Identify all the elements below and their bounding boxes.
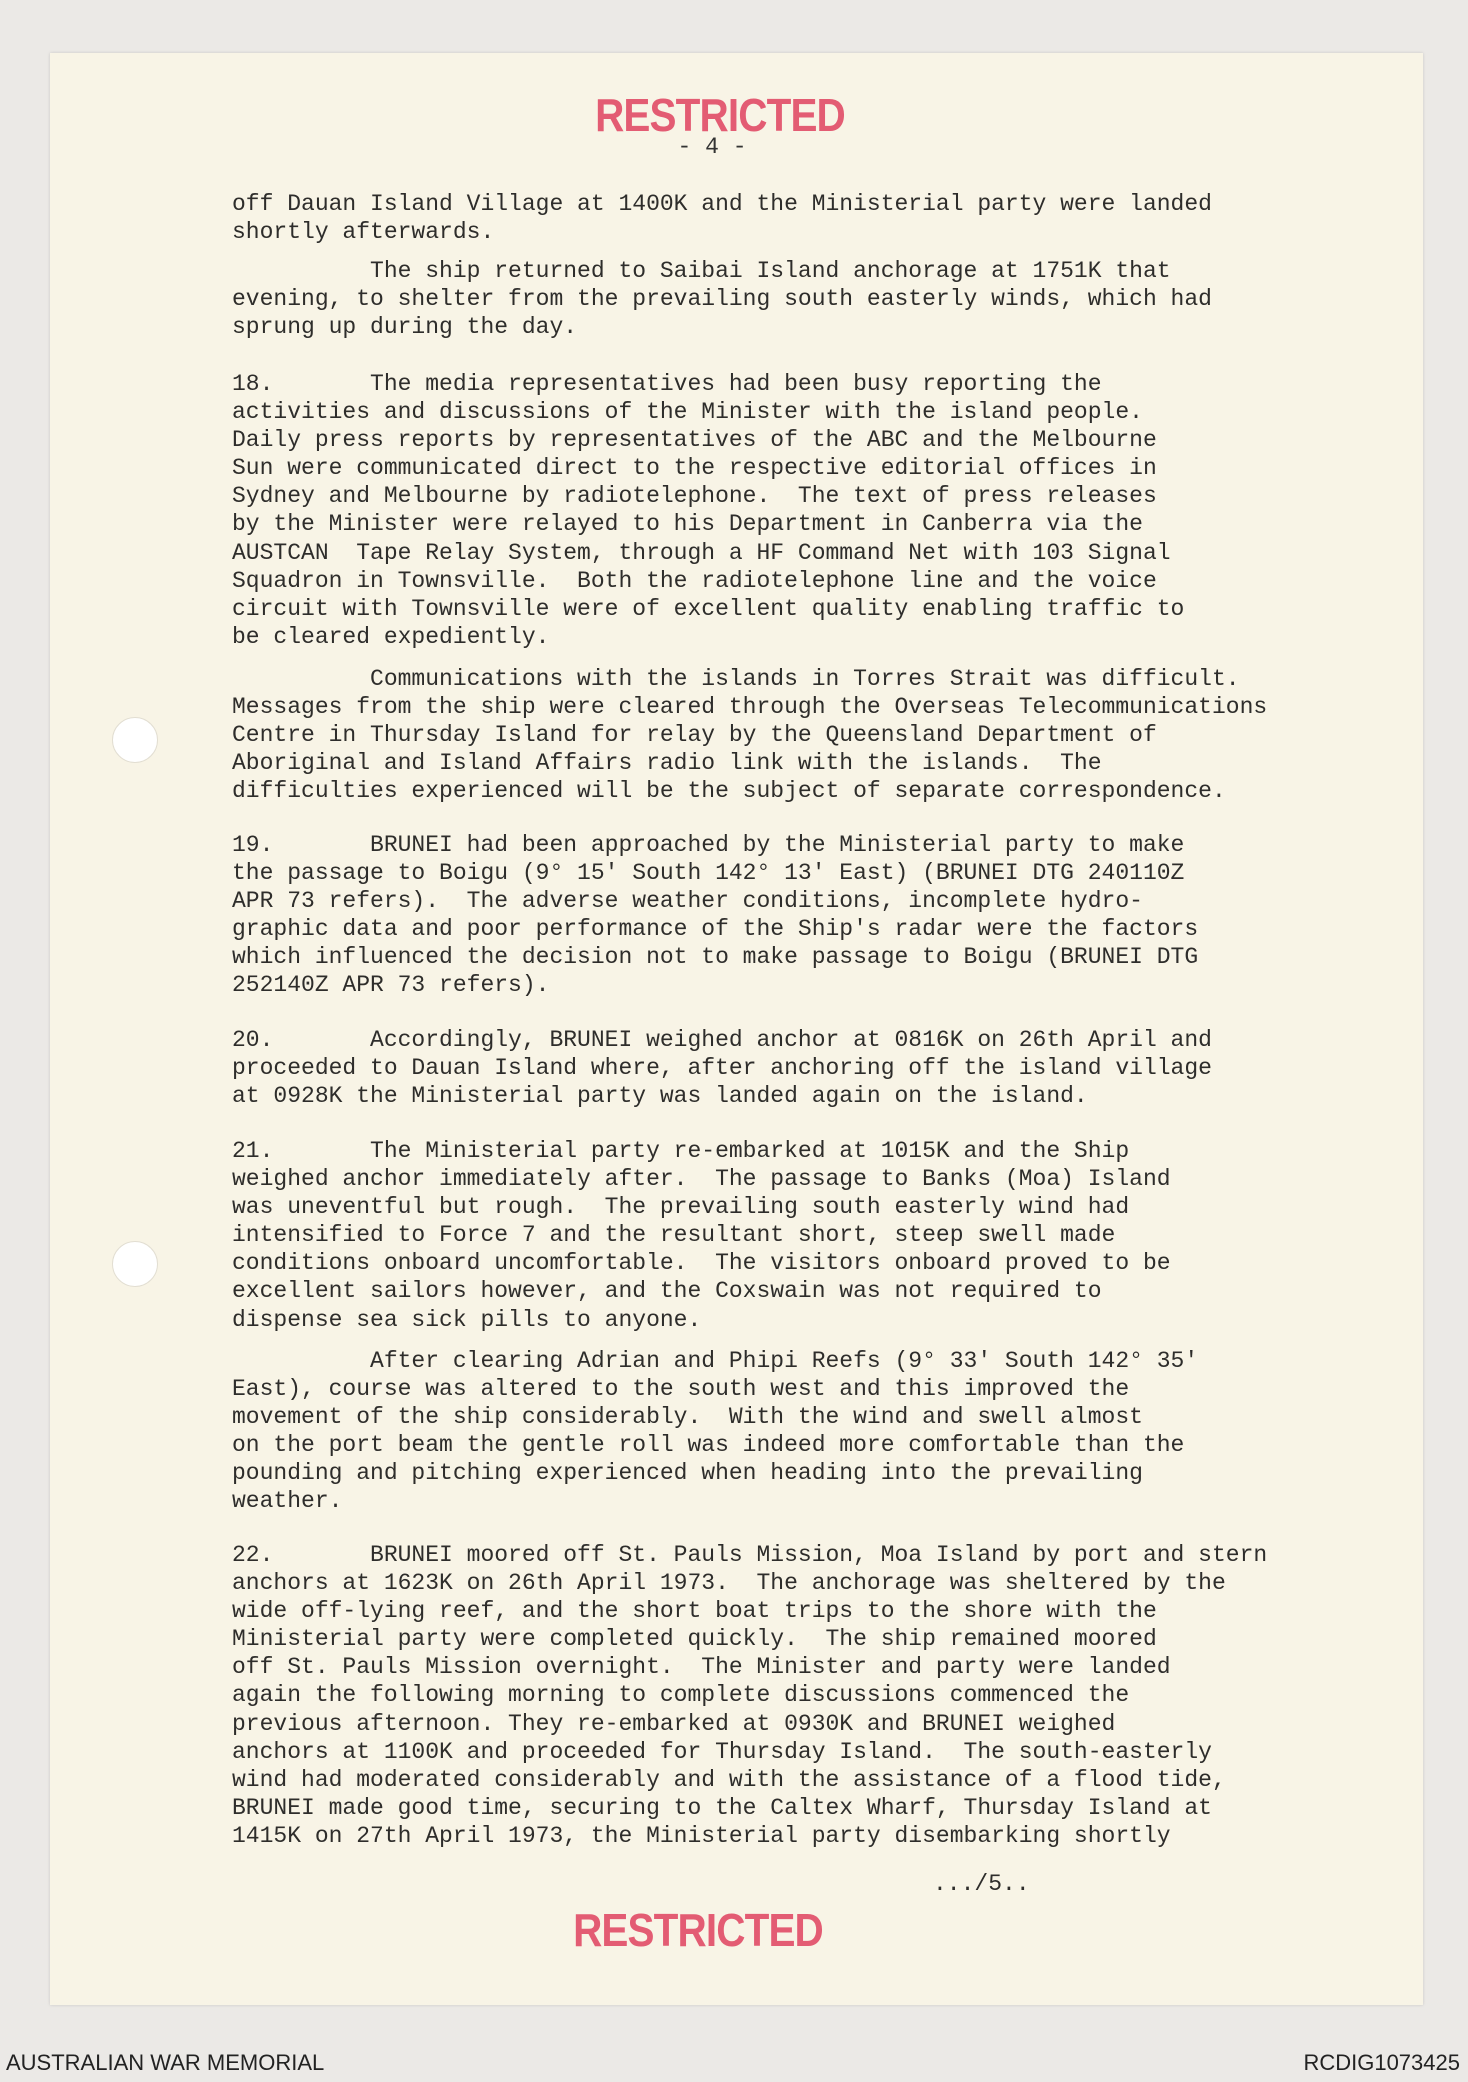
continuation-marker: .../5..: [933, 1871, 1030, 1897]
text-line: activities and discussions of the Minister with the island people.: [232, 399, 1143, 426]
paragraph: [232, 1347, 1198, 1516]
text-line: East), course was altered to the south west and this improved the: [232, 1376, 1130, 1403]
text-line: wide off-lying reef, and the short boat trips to the shore with the: [232, 1598, 1157, 1625]
paragraph-19: [232, 831, 1198, 1000]
text-line: weather.: [232, 1488, 343, 1515]
text-line: previous afternoon. They re-embarked at 0930K and BRUNEI weighed: [232, 1710, 1116, 1737]
archive-id: RCDIG1073425: [1303, 2050, 1460, 2075]
text-line: anchors at 1623K on 26th April 1973. The anchorage was sheltered by the: [232, 1570, 1226, 1597]
archive-credit: AUSTRALIAN WAR MEMORIAL: [6, 2050, 325, 2075]
text-line: again the following morning to complete discussions commenced the: [232, 1682, 1130, 1709]
text-line: graphic data and poor performance of the Ship's radar were the factors: [232, 916, 1199, 943]
text-line: dispense sea sick pills to anyone.: [232, 1306, 702, 1333]
text-line: intensified to Force 7 and the resultant short, steep swell made: [232, 1222, 1116, 1249]
text-line: Sun were communicated direct to the respective editorial offices in: [232, 455, 1157, 482]
text-line: excellent sailors however, and the Coxswain was not required to: [232, 1278, 1102, 1305]
text-line: The ship returned to Saibai Island anchorage at 1751K that: [232, 258, 1171, 284]
page-number: - 4 -: [677, 134, 747, 160]
paragraph-18: [232, 370, 1184, 651]
text-line: 21. The Ministerial party re-embarked at 1015K and the Ship: [232, 1138, 1130, 1164]
text-line: BRUNEI made good time, securing to the Caltex Wharf, Thursday Island at: [232, 1794, 1212, 1821]
text-line: Messages from the ship were cleared through the Overseas Telecommunications: [232, 694, 1268, 721]
text-line: anchors at 1100K and proceeded for Thursday Island. The south-easterly: [232, 1738, 1212, 1765]
text-line: 252140Z APR 73 refers).: [232, 972, 550, 999]
paragraph: [232, 190, 1212, 246]
text-line: the passage to Boigu (9° 15' South 142° 13' East) (BRUNEI DTG 240110Z: [232, 860, 1185, 887]
text-line: off Dauan Island Village at 1400K and the Ministerial party were landed: [232, 191, 1212, 217]
text-line: AUSTCAN Tape Relay System, through a HF Command Net with 103 Signal: [232, 539, 1171, 566]
restricted-stamp-bottom: RESTRICTED: [573, 1904, 823, 1956]
paragraph-22: [232, 1541, 1267, 1850]
restricted-stamp-top: RESTRICTED: [595, 89, 845, 141]
text-line: 19. BRUNEI had been approached by the Ministerial party to make: [232, 832, 1185, 858]
text-line: 20. Accordingly, BRUNEI weighed anchor at 0816K on 26th April and: [232, 1027, 1212, 1053]
text-line: conditions onboard uncomfortable. The visitors onboard proved to be: [232, 1250, 1171, 1277]
text-line: Aboriginal and Island Affairs radio link with the islands. The: [232, 750, 1102, 777]
text-line: 18. The media representatives had been busy reporting the: [232, 371, 1102, 397]
paragraph: [232, 665, 1267, 805]
text-line: difficulties experienced will be the subject of separate correspondence.: [232, 778, 1226, 805]
text-line: off St. Pauls Mission overnight. The Minister and party were landed: [232, 1654, 1171, 1681]
text-line: APR 73 refers). The adverse weather conditions, incomplete hydro-: [232, 888, 1143, 915]
text-line: Squadron in Townsville. Both the radiotelephone line and the voice: [232, 567, 1157, 594]
paragraph-20: [232, 1026, 1212, 1110]
text-line: Sydney and Melbourne by radiotelephone. The text of press releases: [232, 483, 1157, 510]
text-line: movement of the ship considerably. With the wind and swell almost: [232, 1404, 1143, 1431]
text-line: pounding and pitching experienced when heading into the prevailing: [232, 1460, 1143, 1487]
text-line: Ministerial party were completed quickly. The ship remained moored: [232, 1626, 1157, 1653]
text-line: circuit with Townsville were of excellent quality enabling traffic to: [232, 595, 1185, 622]
text-line: Daily press reports by representatives of the ABC and the Melbourne: [232, 427, 1157, 454]
text-line: Centre in Thursday Island for relay by the Queensland Department of: [232, 722, 1157, 749]
text-line: sprung up during the day.: [232, 314, 578, 341]
text-line: was uneventful but rough. The prevailing south easterly wind had: [232, 1194, 1130, 1221]
text-line: 22. BRUNEI moored off St. Pauls Mission, Moa Island by port and stern: [232, 1542, 1268, 1568]
punch-hole: [112, 717, 158, 763]
text-line: wind had moderated considerably and with the assistance of a flood tide,: [232, 1766, 1226, 1793]
text-line: After clearing Adrian and Phipi Reefs (9° 33' South 142° 35': [232, 1348, 1199, 1374]
text-line: shortly afterwards.: [232, 219, 495, 246]
text-line: 1415K on 27th April 1973, the Ministerial party disembarking shortly: [232, 1822, 1171, 1849]
text-line: proceeded to Dauan Island where, after anchoring off the island village: [232, 1055, 1212, 1082]
text-line: which influenced the decision not to make passage to Boigu (BRUNEI DTG: [232, 944, 1199, 971]
paragraph: [232, 257, 1212, 341]
text-line: at 0928K the Ministerial party was landed again on the island.: [232, 1083, 1088, 1110]
text-line: on the port beam the gentle roll was indeed more comfortable than the: [232, 1432, 1185, 1459]
text-line: weighed anchor immediately after. The passage to Banks (Moa) Island: [232, 1166, 1171, 1193]
text-line: by the Minister were relayed to his Department in Canberra via the: [232, 511, 1143, 538]
paragraph-21: [232, 1137, 1171, 1334]
text-line: Communications with the islands in Torres Strait was difficult.: [232, 666, 1240, 692]
text-line: be cleared expediently.: [232, 623, 550, 650]
text-line: evening, to shelter from the prevailing south easterly winds, which had: [232, 286, 1212, 313]
punch-hole: [112, 1241, 158, 1287]
